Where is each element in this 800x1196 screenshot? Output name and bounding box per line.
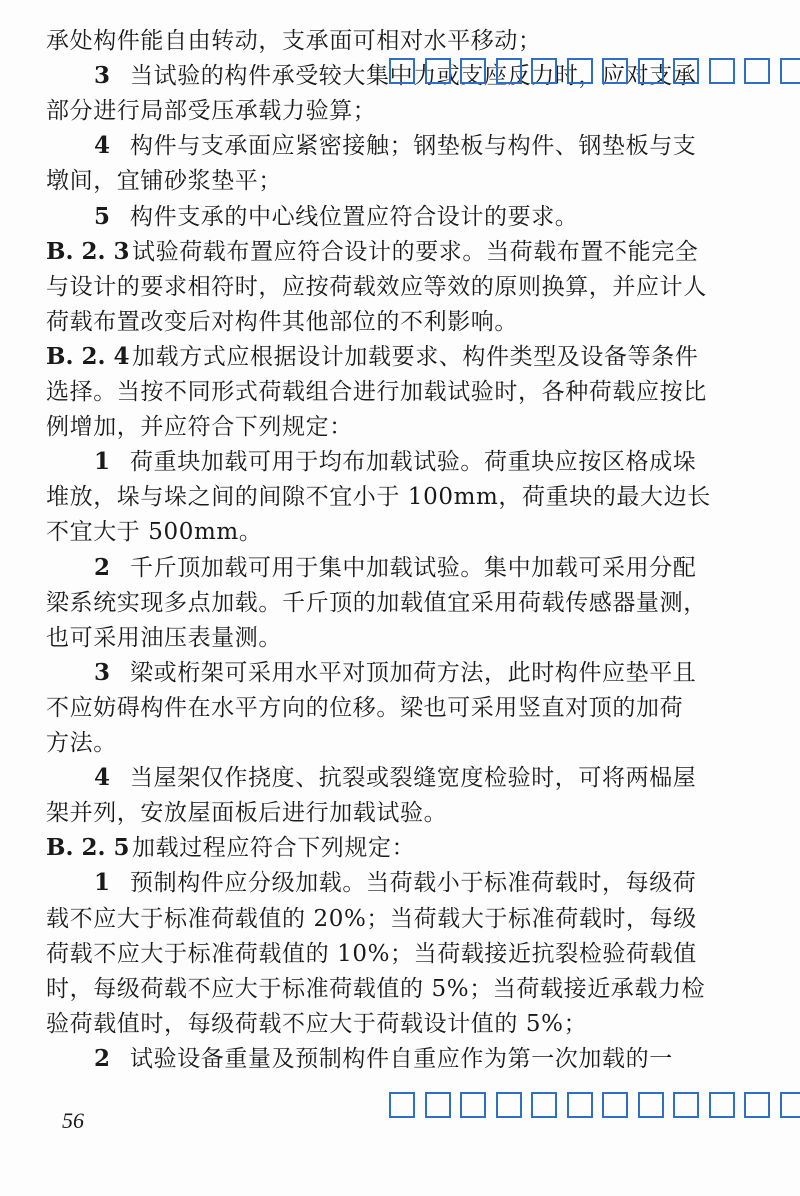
glyph-box-icon — [709, 58, 735, 84]
glyph-box-icon — [673, 1092, 699, 1118]
glyph-box-icon — [389, 1092, 415, 1118]
line-text: 承处构件能自由转动，支承面可相对水平移动； — [46, 28, 542, 54]
glyph-box-icon — [780, 58, 800, 84]
line-text: 试验荷载布置应符合设计的要求。当荷载布置不能完全 — [132, 238, 699, 265]
section-line — [46, 337, 726, 377]
line-text: 堆放，垛与垛之间的间隙不宜小于 100mm，荷重块的最大边长 — [46, 484, 711, 511]
line-text: 载不应大于标准荷载值的 20%；当荷载大于标准荷载时，每级 — [46, 905, 697, 932]
text-line — [46, 21, 726, 61]
text-line — [46, 969, 726, 1009]
section-line — [46, 232, 726, 272]
text-line — [46, 934, 726, 974]
line-text: 试验设备重量及预制构件自重应作为第一次加载的一 — [130, 1045, 673, 1072]
text-line — [46, 899, 726, 939]
list-item-line — [94, 653, 774, 693]
section-line — [46, 828, 726, 868]
line-text: 荷载不应大于标准荷载值的 10%；当荷载接近抗裂检验荷载值 — [46, 940, 697, 967]
page-number: 56 — [62, 1108, 84, 1133]
glyph-box-icon — [531, 58, 557, 84]
item-number: 1 — [94, 448, 111, 476]
glyph-box-icon — [389, 58, 415, 84]
list-item-line — [94, 197, 774, 237]
missing-glyph-boxes-bottom — [389, 1092, 800, 1118]
line-text: 时，每级荷载不应大于标准荷载值的 5%；当荷载接近承载力检 — [46, 975, 706, 1002]
line-text: 梁系统实现多点加载。千斤顶的加载值宜采用荷载传感器量测， — [46, 589, 707, 616]
text-line — [46, 688, 726, 728]
text-line — [46, 723, 726, 763]
item-number: 1 — [94, 869, 111, 897]
text-line — [46, 407, 726, 447]
line-text: 荷载布置改变后对构件其他部位的不利影响。 — [46, 308, 518, 335]
glyph-box-icon — [425, 58, 451, 84]
item-number: 5 — [94, 202, 111, 230]
list-item-line — [94, 1039, 774, 1079]
line-text: 荷重块加载可用于均布加载试验。荷重块应按区格成垛 — [130, 449, 697, 476]
line-text: 部分进行局部受压承载力验算； — [46, 98, 377, 125]
text-line — [46, 477, 726, 517]
line-text: 构件支承的中心线位置应符合设计的要求。 — [130, 203, 579, 230]
line-text: 墩间，宜铺砂浆垫平； — [46, 168, 282, 195]
glyph-box-icon — [744, 58, 770, 84]
section-number: B. 2. 5 — [46, 834, 130, 862]
item-number: 2 — [94, 1044, 111, 1072]
list-item-line — [94, 863, 774, 903]
glyph-box-icon — [602, 58, 628, 84]
line-text: 也可采用油压表量测。 — [46, 624, 282, 651]
glyph-box-icon — [638, 58, 664, 84]
item-number: 2 — [94, 553, 111, 581]
list-item-line — [94, 548, 774, 588]
line-text: 例增加，并应符合下列规定： — [46, 414, 353, 441]
text-line — [46, 793, 726, 833]
glyph-box-icon — [602, 1092, 628, 1118]
glyph-box-icon — [709, 1092, 735, 1118]
item-number: 3 — [94, 62, 111, 90]
text-line — [46, 267, 726, 307]
list-item-line — [94, 758, 774, 798]
glyph-box-icon — [496, 1092, 522, 1118]
line-text: 加载过程应符合下列规定： — [132, 835, 416, 862]
text-line — [46, 583, 726, 623]
line-text: 梁或桁架可采用水平对顶加荷方法，此时构件应垫平且 — [130, 659, 697, 686]
text-line — [46, 1004, 726, 1044]
list-item-line — [94, 126, 774, 166]
line-text: 当试验的构件承受较大集中力或支座反力时，应对支承 — [130, 63, 697, 90]
text-line — [46, 618, 726, 658]
line-text: 与设计的要求相符时，应按荷载效应等效的原则换算，并应计人 — [46, 273, 707, 300]
line-text: 当屋架仅作挠度、抗裂或裂缝宽度检验时，可将两榀屋 — [130, 765, 697, 792]
list-item-line — [94, 442, 774, 482]
glyph-box-icon — [460, 58, 486, 84]
text-line — [46, 91, 726, 131]
text-line — [46, 512, 726, 552]
glyph-box-icon — [780, 1092, 800, 1118]
glyph-box-icon — [673, 58, 699, 84]
line-text: 预制构件应分级加载。当荷载小于标准荷载时，每级荷 — [130, 870, 697, 897]
glyph-box-icon — [425, 1092, 451, 1118]
line-text: 验荷载值时，每级荷载不应大于荷载设计值的 5%； — [46, 1010, 588, 1037]
glyph-box-icon — [567, 1092, 593, 1118]
line-text: 不应妨碍构件在水平方向的位移。梁也可采用竖直对顶的加荷 — [46, 694, 684, 721]
text-line — [46, 372, 726, 412]
text-line — [46, 161, 726, 201]
section-number: B. 2. 4 — [46, 342, 130, 370]
line-text: 加载方式应根据设计加载要求、构件类型及设备等条件 — [132, 343, 699, 370]
missing-glyph-boxes-top — [389, 58, 800, 84]
line-text: 千斤顶加载可用于集中加载试验。集中加载可采用分配 — [130, 554, 697, 581]
section-number: B. 2. 3 — [46, 237, 130, 265]
line-text: 架并列，安放屋面板后进行加载试验。 — [46, 800, 448, 827]
text-line — [46, 302, 726, 342]
item-number: 4 — [94, 764, 111, 792]
glyph-box-icon — [460, 1092, 486, 1118]
glyph-box-icon — [638, 1092, 664, 1118]
glyph-box-icon — [567, 58, 593, 84]
line-text: 方法。 — [46, 730, 117, 756]
item-number: 4 — [94, 132, 111, 160]
glyph-box-icon — [531, 1092, 557, 1118]
glyph-box-icon — [496, 58, 522, 84]
line-text: 不宜大于 500mm。 — [46, 519, 263, 546]
line-text: 选择。当按不同形式荷载组合进行加载试验时，各种荷载应按比 — [46, 379, 707, 405]
item-number: 3 — [94, 658, 111, 686]
glyph-box-icon — [744, 1092, 770, 1118]
line-text: 构件与支承面应紧密接触；钢垫板与构件、钢垫板与支 — [130, 133, 697, 160]
